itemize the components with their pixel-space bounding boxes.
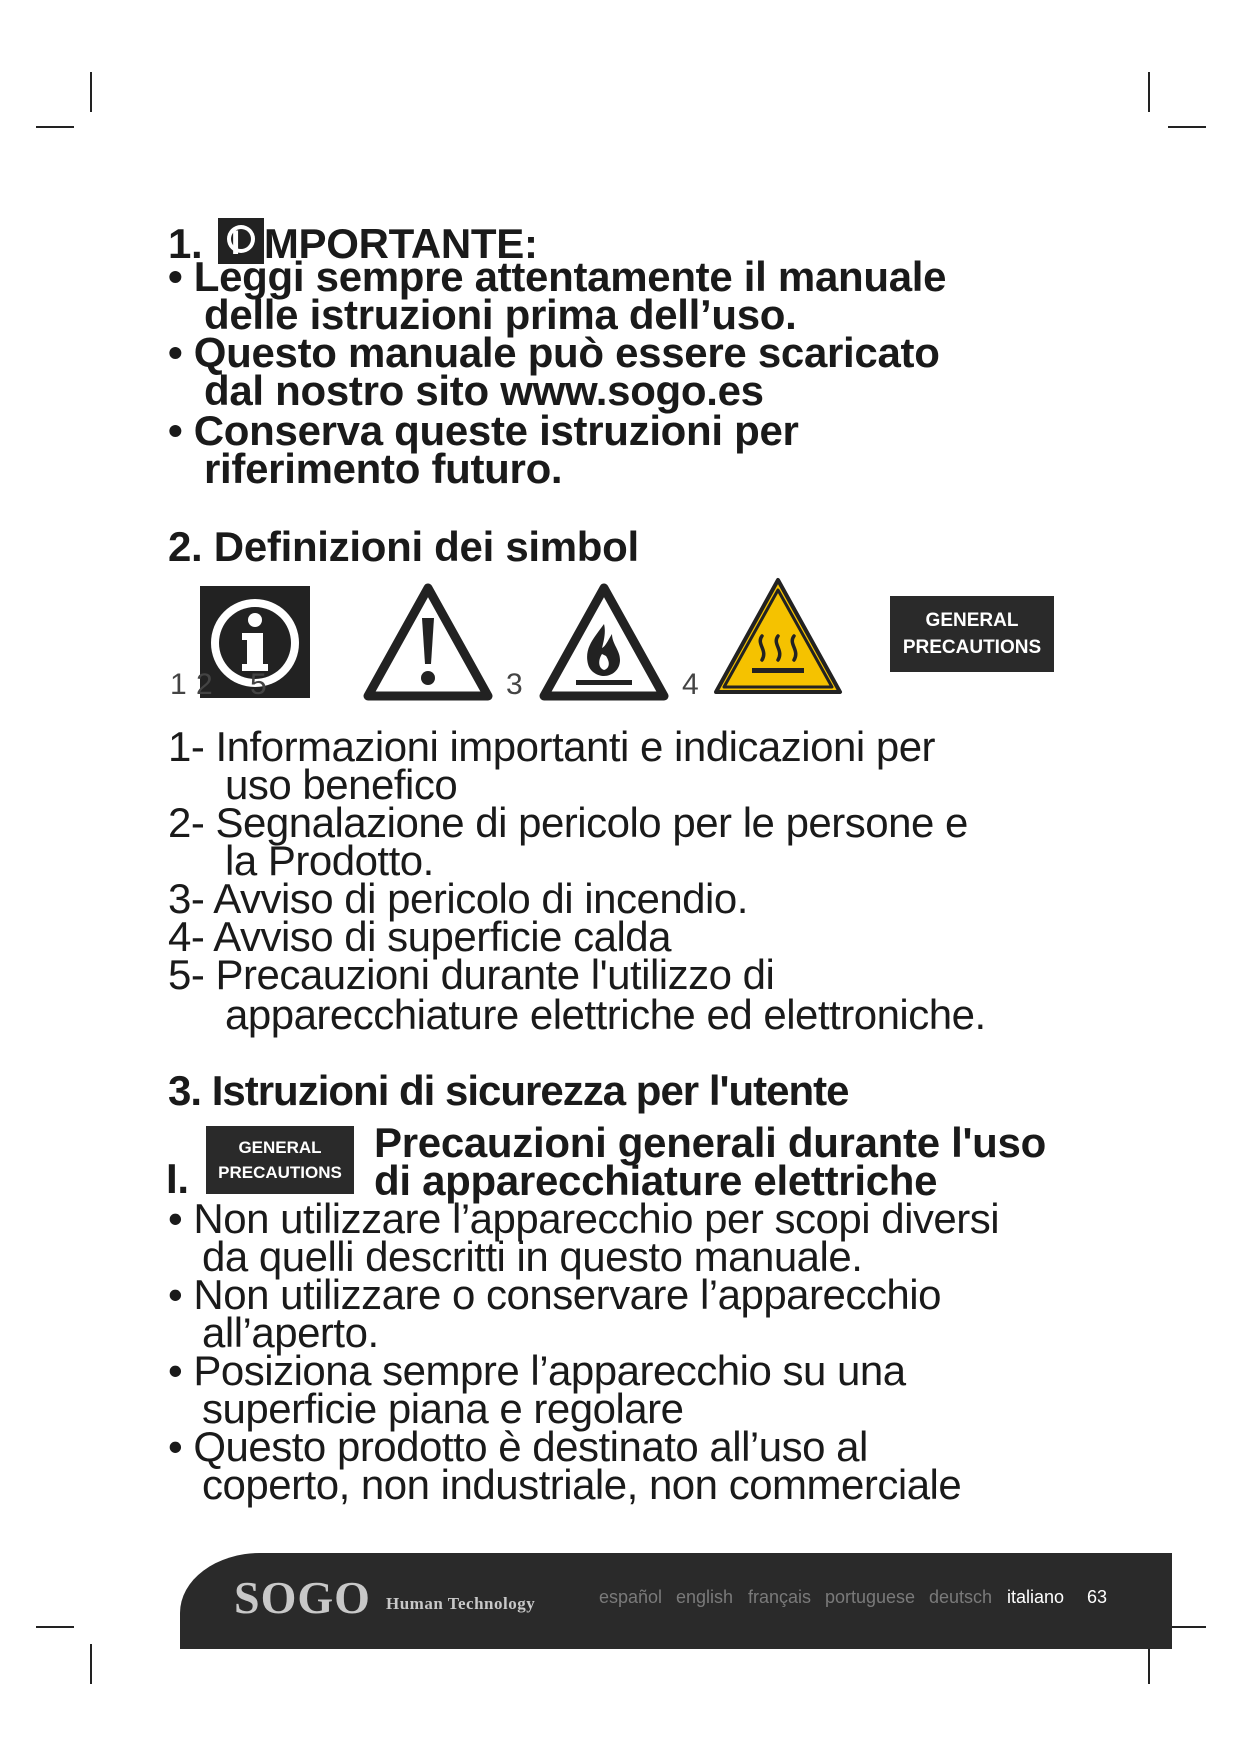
general-precautions-badge	[206, 1126, 354, 1194]
crop-mark	[1168, 126, 1206, 128]
fire-warning-icon	[536, 580, 672, 709]
section1-number: 1.	[168, 220, 203, 267]
list-item-continuation: delle istruzioni prima dell’uso.	[204, 291, 797, 338]
language-link[interactable]: español	[599, 1587, 663, 1607]
section3-roman-numeral: I.	[166, 1155, 189, 1202]
definition-item: 5- Precauzioni durante l'utilizzo di	[168, 951, 775, 998]
badge-line: GENERAL	[925, 610, 1019, 631]
crop-mark	[36, 126, 74, 128]
crop-mark	[1148, 72, 1150, 112]
list-item-continuation: all’aperto.	[202, 1309, 379, 1356]
warning-icon	[360, 580, 496, 709]
current-language: italiano	[1007, 1587, 1065, 1607]
symbol-number: 1	[170, 668, 187, 701]
badge-line: GENERAL	[238, 1138, 322, 1157]
definition-item: 2- Segnalazione di pericolo per le persone e	[168, 799, 968, 846]
list-item: • Posiziona sempre l’apparecchio su una	[168, 1347, 906, 1394]
footer-bar	[180, 1553, 1172, 1649]
list-item-continuation: da quelli descritti in questo manuale.	[202, 1233, 863, 1280]
definition-continuation: apparecchiature elettriche ed elettroniche.	[225, 991, 986, 1038]
brand-logo: SOGO	[234, 1572, 371, 1623]
definition-item: 4- Avviso di superficie calda	[168, 913, 671, 960]
brand-tagline: Human Technology	[386, 1594, 536, 1613]
section3-subheading: di apparecchiature elettriche	[374, 1157, 938, 1204]
language-link[interactable]: english	[676, 1587, 734, 1607]
badge-line: PRECAUTIONS	[902, 637, 1042, 658]
list-item-continuation: superficie piana e regolare	[202, 1385, 684, 1432]
list-item: • Non utilizzare l’apparecchio per scopi diversi	[168, 1195, 1000, 1242]
list-item: • Conserva queste istruzioni per	[168, 407, 799, 454]
crop-mark	[1148, 1644, 1150, 1684]
section2-heading: 2. Definizioni dei simbol	[168, 523, 639, 570]
general-precautions-badge	[890, 596, 1054, 672]
definition-continuation: la Prodotto.	[225, 837, 434, 884]
section3-subheading: Precauzioni generali durante l'uso	[374, 1119, 1046, 1166]
crop-mark	[36, 1626, 74, 1628]
list-item-continuation: coperto, non industriale, non commerciale	[202, 1461, 962, 1508]
list-item: • Questo prodotto è destinato all’uso al	[168, 1423, 868, 1470]
symbol-number: 2	[196, 668, 213, 701]
page-number: 63	[1087, 1587, 1108, 1607]
definition-continuation: uso benefico	[225, 761, 458, 808]
language-link[interactable]: français	[748, 1587, 812, 1607]
list-item: • Questo manuale può essere scaricato	[168, 329, 940, 376]
definition-item: 1- Informazioni importanti e indicazioni per	[168, 723, 936, 770]
list-item: • Leggi sempre attentamente il manuale	[168, 253, 947, 300]
hot-surface-icon	[710, 574, 846, 705]
symbol-number: 4	[682, 668, 699, 701]
symbol-number: 3	[506, 668, 523, 701]
language-link[interactable]: portuguese	[825, 1587, 916, 1607]
badge-line: PRECAUTIONS	[218, 1163, 342, 1182]
definition-item: 3- Avviso di pericolo di incendio.	[168, 875, 748, 922]
crop-mark	[1168, 1626, 1206, 1628]
section1-heading-text: MPORTANTE:	[263, 220, 538, 267]
crop-mark	[90, 72, 92, 112]
symbol-number: 5	[250, 668, 267, 701]
list-item: • Non utilizzare o conservare l’apparecchio	[168, 1271, 941, 1318]
language-link[interactable]: deutsch	[929, 1587, 993, 1607]
list-item-continuation: dal nostro sito www.sogo.es	[204, 367, 764, 414]
crop-mark	[90, 1644, 92, 1684]
info-icon-letter: I	[230, 224, 240, 262]
list-item-continuation: riferimento futuro.	[204, 445, 563, 492]
section3-heading: 3. Istruzioni di sicurezza per l'utente	[168, 1067, 849, 1114]
